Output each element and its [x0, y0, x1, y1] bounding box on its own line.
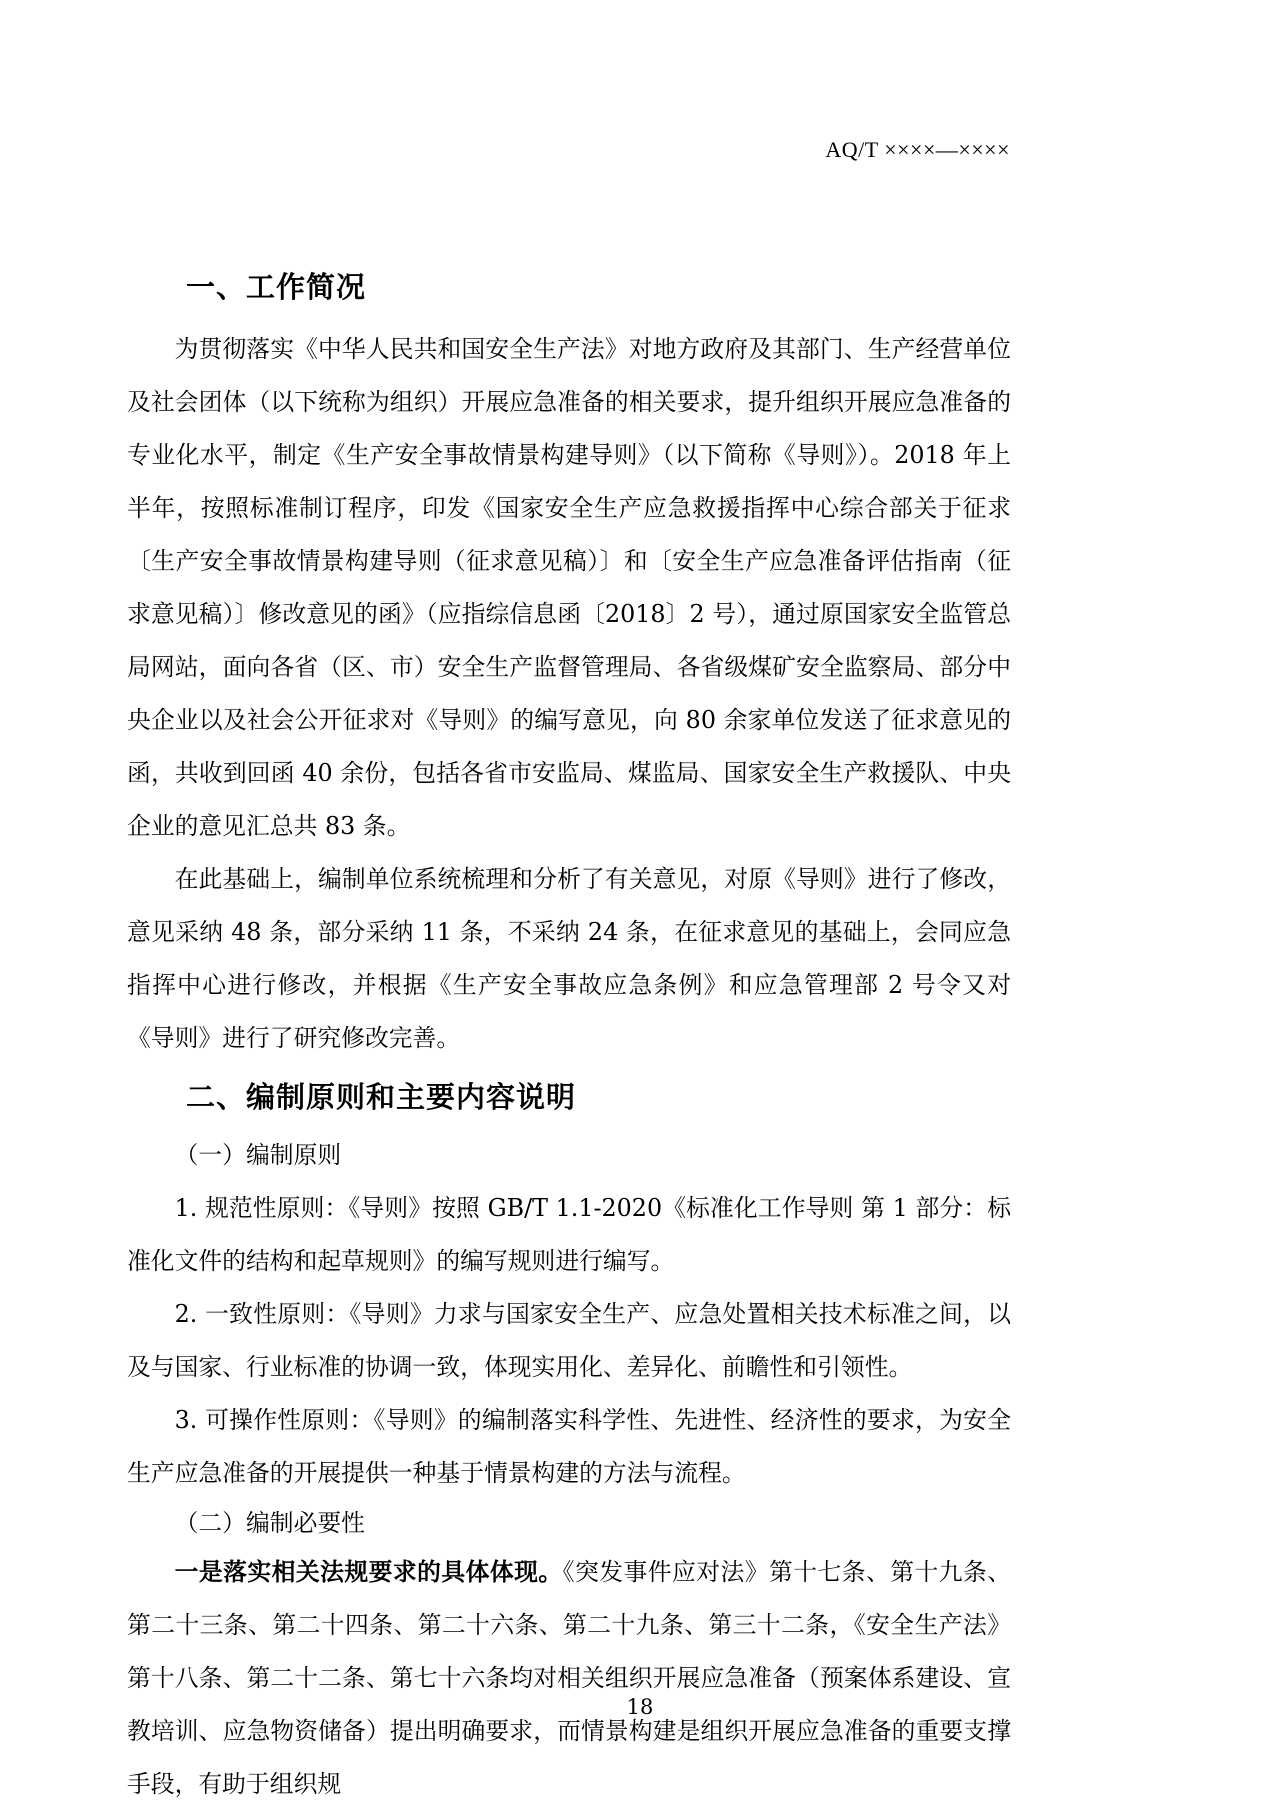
- paragraph-background: 为贯彻落实《中华人民共和国安全生产法》对地方政府及其部门、生产经营单位及社会团体（以下统称为组织）开展应急准备的相关要求，提升组织开展应急准备的专业化水平，制定《生产安全事故情景构建导则》（以下简称《导则》）。2018 年上半年，按照标准制订程序，印发《国家安全生产应急救援指挥中心综合部关于征求〔生产安全事故情景构建导则（征求意见稿）〕和〔安全生产应急准备评估指南（征求意见稿）〕修改意见的函》（应指综信息函〔2018〕2 号），通过原国家安全监管总局网站，面向各省（区、市）安全生产监督管理局、各省级煤矿安全监察局、部分中央企业以及社会公开征求对《导则》的编写意见，向 80 余家单位发送了征求意见的函，共收到回函 40 余份，包括各省市安监局、煤监局、国家安全生产救援队、中央企业的意见汇总共 83 条。: [127, 335, 1011, 840]
- subsection-heading-principles: （一）编制原则: [174, 1141, 342, 1169]
- list-item-operability-principle: 3. 可操作性原则：《导则》的编制落实科学性、先进性、经济性的要求，为安全生产应急准备的开展提供一种基于情景构建的方法与流程。: [127, 1406, 1011, 1487]
- page-number: 18: [626, 1695, 654, 1719]
- paragraph-necessity-rest: 《突发事件应对法》第十七条、第十九条、第二十三条、第二十四条、第二十六条、第二十九条、第三十二条，《安全生产法》第十八条、第二十二条、第七十六条均对相关组织开展应急准备（预案体系建设、宣教培训、应急物资储备）提出明确要求，而情景构建是组织开展应急准备的重要支撑手段，有助于组织规: [127, 1558, 1011, 1798]
- section-heading-work-summary: 一、工作简况: [186, 272, 367, 304]
- paragraph-revision: 在此基础上，编制单位系统梳理和分析了有关意见，对原《导则》进行了修改，意见采纳 48 条，部分采纳 11 条，不采纳 24 条，在征求意见的基础上，会同应急指挥中心进行修改，并根据《生产安全事故应急条例》和应急管理部 2 号令又对《导则》进行了研究修改完善。: [127, 865, 1011, 1052]
- paragraph-necessity: [127, 1546, 1011, 1810]
- list-item-normative-principle: 1. 规范性原则：《导则》按照 GB/T 1.1-2020《标准化工作导则 第 1 部分：标准化文件的结构和起草规则》的编写规则进行编写。: [127, 1194, 1011, 1275]
- list-item-consistency-principle: 2. 一致性原则：《导则》力求与国家安全生产、应急处置相关技术标准之间，以及与国家、行业标准的协调一致，体现实用化、差异化、前瞻性和引领性。: [127, 1300, 1011, 1381]
- subsection-heading-necessity: （二）编制必要性: [174, 1509, 365, 1537]
- standard-code-header: AQ/T ××××—××××: [825, 137, 1010, 162]
- section-heading-principles: 二、编制原则和主要内容说明: [186, 1082, 577, 1114]
- paragraph-necessity-lead: 一是落实相关法规要求的具体体现。: [174, 1558, 563, 1586]
- document-content: [127, 265, 1011, 1810]
